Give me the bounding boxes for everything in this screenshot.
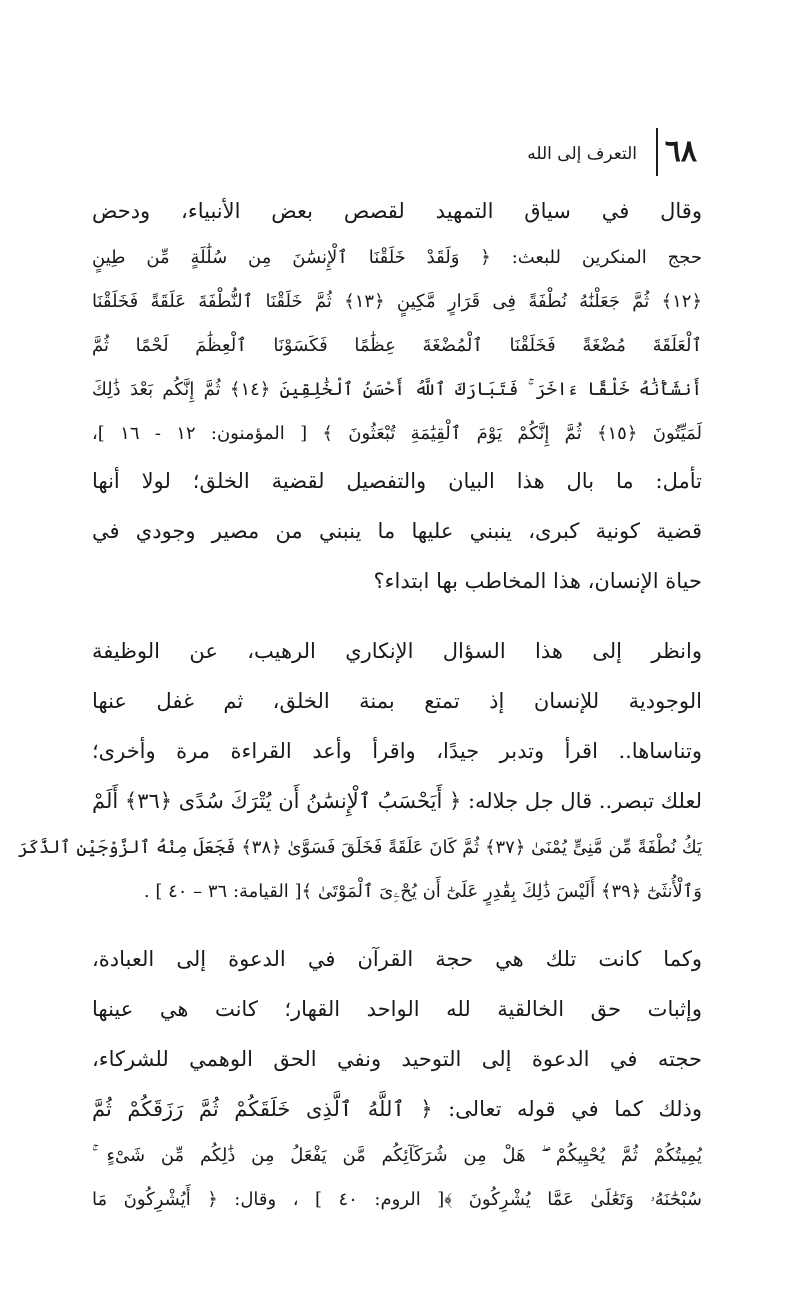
quran-verse-line: ٱلْعَلَقَةَ مُضْغَةً فَخَلَقْنَا ٱلْمُضْغَةَ عِظَٰمًا فَكَسَوْنَا ٱلْعِظَٰمَ لَحْمًا ثُمَّ	[92, 335, 702, 356]
text-line: الوجودية للإنسان إذ تمتع بمنة الخلق، ثم غفل عنها	[92, 689, 702, 713]
page-header	[0, 128, 787, 188]
text-line: تأمل: ما بال هذا البيان والتفصيل لقضية الخلق؛ لولا أنها	[92, 469, 702, 493]
text-line: لعلك تبصر.. قال جل جلاله: ﴿ أَيَحْسَبُ ٱلْإِنسَٰنُ أَن يُتْرَكَ سُدًى ﴿٣٦﴾ أَلَمْ	[92, 789, 702, 813]
quran-verse-line: يُمِيتُكُمْ ثُمَّ يُحْيِيكُمْ ۖ هَلْ مِن شُرَكَآئِكُم مَّن يَفْعَلُ مِن ذَٰلِكُم مِّن شَىْءٍ ۚ	[92, 1145, 702, 1166]
text-line: وذلك كما في قوله تعالى: ﴿ ٱللَّهُ ٱلَّذِى خَلَقَكُمْ ثُمَّ رَزَقَكُمْ ثُمَّ	[92, 1097, 702, 1121]
quran-verse-line: وَٱلْأُنثَىٰٓ ﴿٣٩﴾ أَلَيْسَ ذَٰلِكَ بِقَٰدِرٍ عَلَىٰٓ أَن يُحْۦِىَ ٱلْمَوْتَىٰ ﴾[ القيامة: ٣٦ – ٤٠ ] .	[143, 881, 702, 902]
header-divider	[656, 128, 658, 176]
text-line: وإثبات حق الخالقية لله الواحد القهار؛ كانت هي عينها	[92, 997, 702, 1021]
text-line: قضية كونية كبرى، ينبني عليها ما ينبني من مصير وجودي في	[92, 519, 702, 543]
quran-verse-line: يَكُ نُطْفَةً مِّن مَّنِىٍّ يُمْنَىٰ ﴿٣٧﴾ ثُمَّ كَانَ عَلَقَةً فَخَلَقَ فَسَوَّىٰ ﴿٣٨﴾ فَجَعَلَ مِنْهُ ٱلزَّوْجَيْنِ ٱلذَّكَرَ	[17, 837, 702, 858]
text-line: وكما كانت تلك هي حجة القرآن في الدعوة إلى العبادة،	[92, 947, 702, 971]
quran-verse-line: ﴿١٢﴾ ثُمَّ جَعَلْنَٰهُ نُطْفَةً فِى قَرَارٍ مَّكِينٍ ﴿١٣﴾ ثُمَّ خَلَقْنَا ٱلنُّطْفَةَ عَلَقَةً فَخَلَقْنَا	[92, 291, 702, 312]
paragraph	[92, 934, 702, 1222]
paragraph	[92, 186, 702, 606]
text-line: حياة الإنسان، هذا المخاطب بها ابتداء؟	[373, 569, 702, 593]
quran-verse-line: حجج المنكرين للبعث: ﴿ وَلَقَدْ خَلَقْنَا ٱلْإِنسَٰنَ مِن سُلَٰلَةٍ مِّن طِينٍ	[92, 247, 702, 268]
page-number: ٦٨	[664, 134, 697, 169]
text-line: وتناساها.. اقرأ وتدبر جيدًا، واقرأ وأعد القراءة مرة وأخرى؛	[92, 739, 702, 763]
quran-verse-line: أَنشَأْنَٰهُ خَلْقًا ءَاخَرَ ۚ فَتَبَارَكَ ٱللَّهُ أَحْسَنُ ٱلْخَٰلِقِينَ ﴿١٤﴾ ثُمَّ إِنَّكُم بَعْدَ ذَٰلِكَ	[92, 379, 702, 400]
text-line: وانظر إلى هذا السؤال الإنكاري الرهيب، عن الوظيفة	[92, 639, 702, 663]
running-title: التعرف إلى الله	[527, 144, 637, 164]
paragraph	[17, 626, 702, 914]
quran-verse-line: سُبْحَٰنَهُۥ وَتَعَٰلَىٰ عَمَّا يُشْرِكُونَ ﴾[ الروم: ٤٠ ] ، وقال: ﴿ أَيُشْرِكُونَ مَا	[92, 1189, 702, 1210]
text-line: حجته في الدعوة إلى التوحيد ونفي الحق الوهمي للشركاء،	[92, 1047, 702, 1071]
text-line: وقال في سياق التمهيد لقصص بعض الأنبياء، ودحض	[92, 199, 702, 223]
quran-verse-line: لَمَيِّتُونَ ﴿١٥﴾ ثُمَّ إِنَّكُمْ يَوْمَ ٱلْقِيَٰمَةِ تُبْعَثُونَ ﴾ [ المؤمنون: ١٢ - ١٦ ]،	[92, 423, 702, 444]
page-body	[17, 186, 702, 1242]
